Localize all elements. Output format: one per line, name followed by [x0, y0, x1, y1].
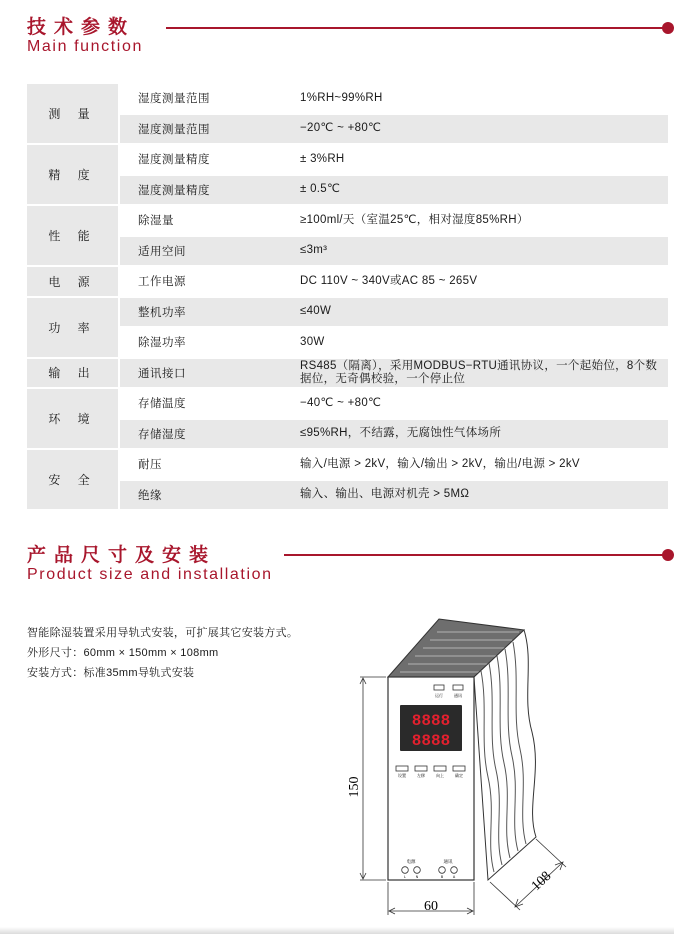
spec-item: 存储温度	[120, 389, 282, 418]
spec-row	[27, 298, 668, 327]
terminal-b	[439, 867, 446, 874]
description-line: 外形尺寸：60mm × 150mm × 108mm	[27, 647, 219, 659]
spec-value: ± 3%RH	[282, 145, 668, 174]
page-bottom-edge	[0, 927, 674, 934]
device-dimension-drawing	[338, 612, 570, 920]
description-line: 安装方式：标准35mm导轨式安装	[27, 667, 195, 679]
up-button-label: 向上	[436, 773, 444, 778]
spec-row	[27, 450, 668, 479]
spec-item: 适用空间	[120, 237, 282, 266]
spec-item: 通讯接口	[120, 359, 282, 388]
section-title-cn: 技术参数	[27, 16, 136, 38]
spec-item: 湿度测量范围	[120, 84, 282, 113]
terminal-l-label: L	[404, 875, 406, 879]
spec-value: ≤3m³	[282, 237, 668, 266]
spec-category: 测 量	[27, 84, 120, 143]
spec-row	[27, 359, 668, 388]
spec-item: 湿度测量范围	[120, 115, 282, 144]
spec-row	[27, 267, 668, 296]
install-description	[27, 623, 298, 683]
spec-value: 30W	[282, 328, 668, 357]
spec-category: 输 出	[27, 359, 120, 388]
spec-row	[27, 84, 668, 113]
spec-value: −20℃ ~ +80℃	[282, 115, 668, 144]
spec-item: 除湿量	[120, 206, 282, 235]
spec-item: 整机功率	[120, 298, 282, 327]
section-title-en: Product size and installation	[27, 566, 273, 583]
spec-row	[27, 206, 668, 235]
terminal-b-label: B	[440, 875, 444, 879]
spec-value: −40℃ ~ +80℃	[282, 389, 668, 418]
spec-value: 输入/电源 > 2kV，输入/输出 > 2kV，输出/电源 > 2kV	[282, 450, 668, 479]
section-title-main-function	[27, 16, 143, 56]
terminal-n	[414, 867, 421, 874]
spec-value: ± 0.5℃	[282, 176, 668, 205]
spec-row	[27, 389, 668, 418]
spec-value: ≤95%RH，不结露，无腐蚀性气体场所	[282, 420, 668, 449]
section-divider-line	[284, 554, 664, 556]
spec-category: 环 境	[27, 389, 120, 448]
section-title-en: Main function	[27, 38, 143, 55]
spec-row	[27, 481, 668, 510]
comm-indicator-label: 通讯	[454, 693, 462, 698]
spec-row	[27, 420, 668, 449]
section-title-cn: 产品尺寸及安装	[27, 544, 217, 566]
spec-table	[27, 82, 668, 511]
width-dimension-label: 60	[424, 899, 438, 914]
spec-item: 耐压	[120, 450, 282, 479]
run-indicator-label: 运行	[435, 693, 443, 698]
spec-value: 输入、输出、电源对机壳 > 5MΩ	[282, 481, 668, 510]
terminal-n-label: N	[415, 875, 419, 879]
section-divider-dot	[662, 549, 674, 561]
description-line: 智能除湿装置采用导轨式安装，可扩展其它安装方式。	[27, 627, 299, 639]
height-dimension-label: 150	[347, 776, 362, 798]
spec-value: ≤40W	[282, 298, 668, 327]
spec-category: 性 能	[27, 206, 120, 265]
spec-item: 绝缘	[120, 481, 282, 510]
spec-value: ≥100ml/天（室温25℃，相对湿度85%RH）	[282, 206, 668, 235]
spec-row	[27, 237, 668, 266]
spec-category: 功 率	[27, 298, 120, 357]
spec-value: DC 110V ~ 340V或AC 85 ~ 265V	[282, 267, 668, 296]
spec-row	[27, 115, 668, 144]
height-dimension	[360, 677, 386, 880]
spec-item: 存储湿度	[120, 420, 282, 449]
led-display-row-1: 8888	[411, 712, 451, 730]
spec-value: 1%RH~99%RH	[282, 84, 668, 113]
set-button-label: 设置	[398, 773, 406, 778]
led-display-row-2: 8888	[411, 732, 451, 750]
spec-category: 电 源	[27, 267, 120, 296]
terminal-a	[451, 867, 458, 874]
comm-terminal-label: 通讯	[443, 859, 453, 864]
terminal-l	[402, 867, 409, 874]
confirm-button-label: 确定	[455, 773, 463, 778]
spec-item: 湿度测量精度	[120, 145, 282, 174]
spec-value: RS485（隔离），采用MODBUS−RTU通讯协议，一个起始位，8个数据位，无奇偶校验，一个停止位	[282, 359, 668, 388]
section-divider-dot	[662, 22, 674, 34]
power-terminal-label: 电源	[406, 859, 416, 864]
spec-category: 安 全	[27, 450, 120, 509]
section-title-product-size	[27, 544, 273, 584]
section-divider-line	[166, 27, 664, 29]
spec-row	[27, 145, 668, 174]
terminal-a-label: A	[452, 875, 456, 879]
spec-row	[27, 176, 668, 205]
left-button-label: 左移	[417, 773, 425, 778]
spec-item: 湿度测量精度	[120, 176, 282, 205]
spec-row	[27, 328, 668, 357]
spec-item: 除湿功率	[120, 328, 282, 357]
spec-category: 精 度	[27, 145, 120, 204]
spec-item: 工作电源	[120, 267, 282, 296]
depth-dimension-label: 108	[528, 868, 555, 895]
